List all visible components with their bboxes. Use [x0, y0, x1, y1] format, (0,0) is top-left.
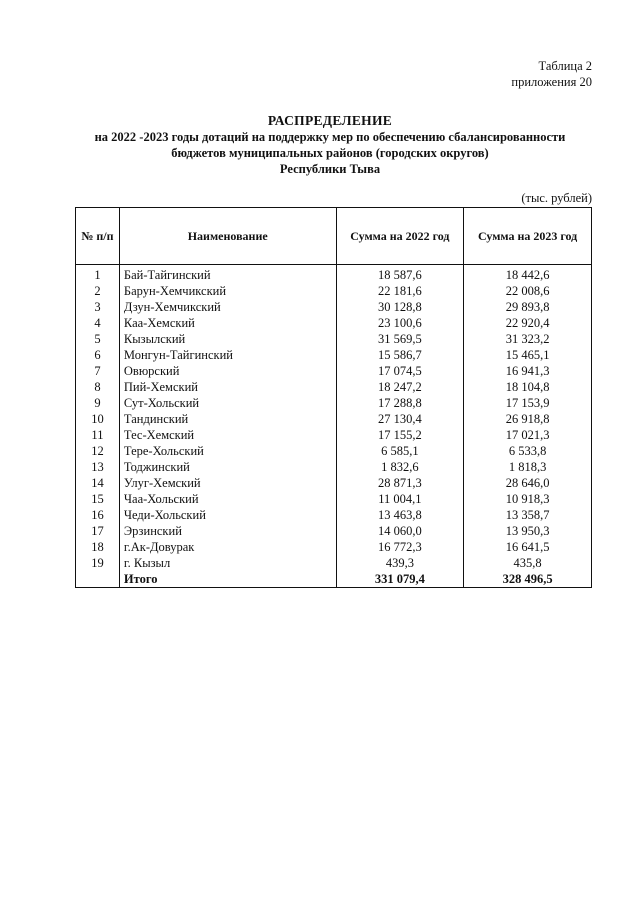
sum-2022-cell: 13 463,8 — [336, 507, 464, 523]
sum-2023-cell: 22 008,6 — [464, 283, 592, 299]
table-row — [76, 523, 592, 539]
column-header-sum-2022: Сумма на 2022 год — [336, 208, 464, 265]
sum-2022-cell: 18 587,6 — [336, 265, 464, 284]
district-name-cell: Каа-Хемский — [119, 315, 336, 331]
sum-2023-cell: 16 641,5 — [464, 539, 592, 555]
row-number-cell: 5 — [76, 331, 120, 347]
sum-2023-cell: 18 104,8 — [464, 379, 592, 395]
table-row — [76, 283, 592, 299]
sum-2023-cell: 17 153,9 — [464, 395, 592, 411]
district-name-cell: Улуг-Хемский — [119, 475, 336, 491]
table-header-row — [76, 208, 592, 265]
district-name-cell: Дзун-Хемчикский — [119, 299, 336, 315]
sum-2023-cell: 17 021,3 — [464, 427, 592, 443]
sum-2022-cell: 16 772,3 — [336, 539, 464, 555]
table-row — [76, 475, 592, 491]
district-name-cell: Бай-Тайгинский — [119, 265, 336, 284]
district-name-cell: Монгун-Тайгинский — [119, 347, 336, 363]
row-number-cell: 6 — [76, 347, 120, 363]
table-reference: Таблица 2 — [538, 59, 592, 73]
table-row — [76, 459, 592, 475]
row-number-cell: 7 — [76, 363, 120, 379]
table-row — [76, 555, 592, 571]
district-name-cell: Чаа-Хольский — [119, 491, 336, 507]
table-row — [76, 539, 592, 555]
table-row — [76, 491, 592, 507]
table-row — [76, 331, 592, 347]
row-number-cell: 11 — [76, 427, 120, 443]
district-name-cell: Тере-Хольский — [119, 443, 336, 459]
row-number-cell: 10 — [76, 411, 120, 427]
column-header-sum-2023: Сумма на 2023 год — [464, 208, 592, 265]
heading-line-1: на 2022 -2023 годы дотаций на поддержку мер по обеспечению сбалансированности — [94, 130, 566, 144]
document-title: РАСПРЕДЕЛЕНИЕ — [267, 113, 393, 128]
district-name-cell: Сут-Хольский — [119, 395, 336, 411]
row-number-cell: 1 — [76, 265, 120, 284]
row-number-cell: 9 — [76, 395, 120, 411]
sum-2023-cell: 29 893,8 — [464, 299, 592, 315]
table-row — [76, 347, 592, 363]
sum-2023-cell: 10 918,3 — [464, 491, 592, 507]
total-sum-2022-cell: 331 079,4 — [336, 571, 464, 588]
sum-2022-cell: 22 181,6 — [336, 283, 464, 299]
sum-2022-cell: 6 585,1 — [336, 443, 464, 459]
row-number-cell: 19 — [76, 555, 120, 571]
table-total-row — [76, 571, 592, 588]
table-row — [76, 379, 592, 395]
row-number-cell: 15 — [76, 491, 120, 507]
sum-2022-cell: 439,3 — [336, 555, 464, 571]
sum-2022-cell: 11 004,1 — [336, 491, 464, 507]
row-number-cell: 16 — [76, 507, 120, 523]
distribution-table — [75, 207, 592, 588]
sum-2023-cell: 6 533,8 — [464, 443, 592, 459]
table-row — [76, 299, 592, 315]
sum-2022-cell: 14 060,0 — [336, 523, 464, 539]
district-name-cell: Тес-Хемский — [119, 427, 336, 443]
units-note: (тыс. рублей) — [521, 191, 592, 205]
sum-2023-cell: 15 465,1 — [464, 347, 592, 363]
sum-2023-cell: 1 818,3 — [464, 459, 592, 475]
total-number-cell — [76, 571, 120, 588]
document-reference — [511, 58, 592, 90]
sum-2023-cell: 13 950,3 — [464, 523, 592, 539]
row-number-cell: 14 — [76, 475, 120, 491]
sum-2022-cell: 31 569,5 — [336, 331, 464, 347]
table-row — [76, 265, 592, 284]
district-name-cell: Чеди-Хольский — [119, 507, 336, 523]
sum-2022-cell: 17 288,8 — [336, 395, 464, 411]
district-name-cell: Барун-Хемчикский — [119, 283, 336, 299]
row-number-cell: 12 — [76, 443, 120, 459]
district-name-cell: Кызылский — [119, 331, 336, 347]
total-label-cell: Итого — [119, 571, 336, 588]
sum-2022-cell: 15 586,7 — [336, 347, 464, 363]
table-body — [76, 265, 592, 572]
district-name-cell: Эрзинский — [119, 523, 336, 539]
sum-2023-cell: 18 442,6 — [464, 265, 592, 284]
appendix-reference: приложения 20 — [511, 75, 592, 89]
district-name-cell: Овюрский — [119, 363, 336, 379]
row-number-cell: 17 — [76, 523, 120, 539]
sum-2022-cell: 18 247,2 — [336, 379, 464, 395]
district-name-cell: Тандинский — [119, 411, 336, 427]
table-row — [76, 443, 592, 459]
table-row — [76, 395, 592, 411]
total-sum-2023-cell: 328 496,5 — [464, 571, 592, 588]
sum-2022-cell: 1 832,6 — [336, 459, 464, 475]
sum-2023-cell: 435,8 — [464, 555, 592, 571]
sum-2022-cell: 28 871,3 — [336, 475, 464, 491]
document-heading — [40, 112, 620, 177]
table-row — [76, 507, 592, 523]
sum-2023-cell: 31 323,2 — [464, 331, 592, 347]
sum-2023-cell: 16 941,3 — [464, 363, 592, 379]
table-row — [76, 315, 592, 331]
row-number-cell: 3 — [76, 299, 120, 315]
sum-2023-cell: 22 920,4 — [464, 315, 592, 331]
heading-line-2: бюджетов муниципальных районов (городских округов) — [171, 146, 489, 160]
row-number-cell: 18 — [76, 539, 120, 555]
row-number-cell: 8 — [76, 379, 120, 395]
sum-2022-cell: 23 100,6 — [336, 315, 464, 331]
column-header-name: Наименование — [119, 208, 336, 265]
table-row — [76, 411, 592, 427]
row-number-cell: 2 — [76, 283, 120, 299]
district-name-cell: г.Ак-Довурак — [119, 539, 336, 555]
row-number-cell: 13 — [76, 459, 120, 475]
sum-2022-cell: 17 074,5 — [336, 363, 464, 379]
sum-2022-cell: 30 128,8 — [336, 299, 464, 315]
heading-line-3: Республики Тыва — [279, 162, 381, 176]
district-name-cell: Пий-Хемский — [119, 379, 336, 395]
district-name-cell: г. Кызыл — [119, 555, 336, 571]
sum-2023-cell: 13 358,7 — [464, 507, 592, 523]
table-row — [76, 427, 592, 443]
sum-2022-cell: 17 155,2 — [336, 427, 464, 443]
sum-2023-cell: 26 918,8 — [464, 411, 592, 427]
district-name-cell: Тоджинский — [119, 459, 336, 475]
table-row — [76, 363, 592, 379]
sum-2023-cell: 28 646,0 — [464, 475, 592, 491]
row-number-cell: 4 — [76, 315, 120, 331]
column-header-number: № п/п — [76, 208, 120, 265]
sum-2022-cell: 27 130,4 — [336, 411, 464, 427]
